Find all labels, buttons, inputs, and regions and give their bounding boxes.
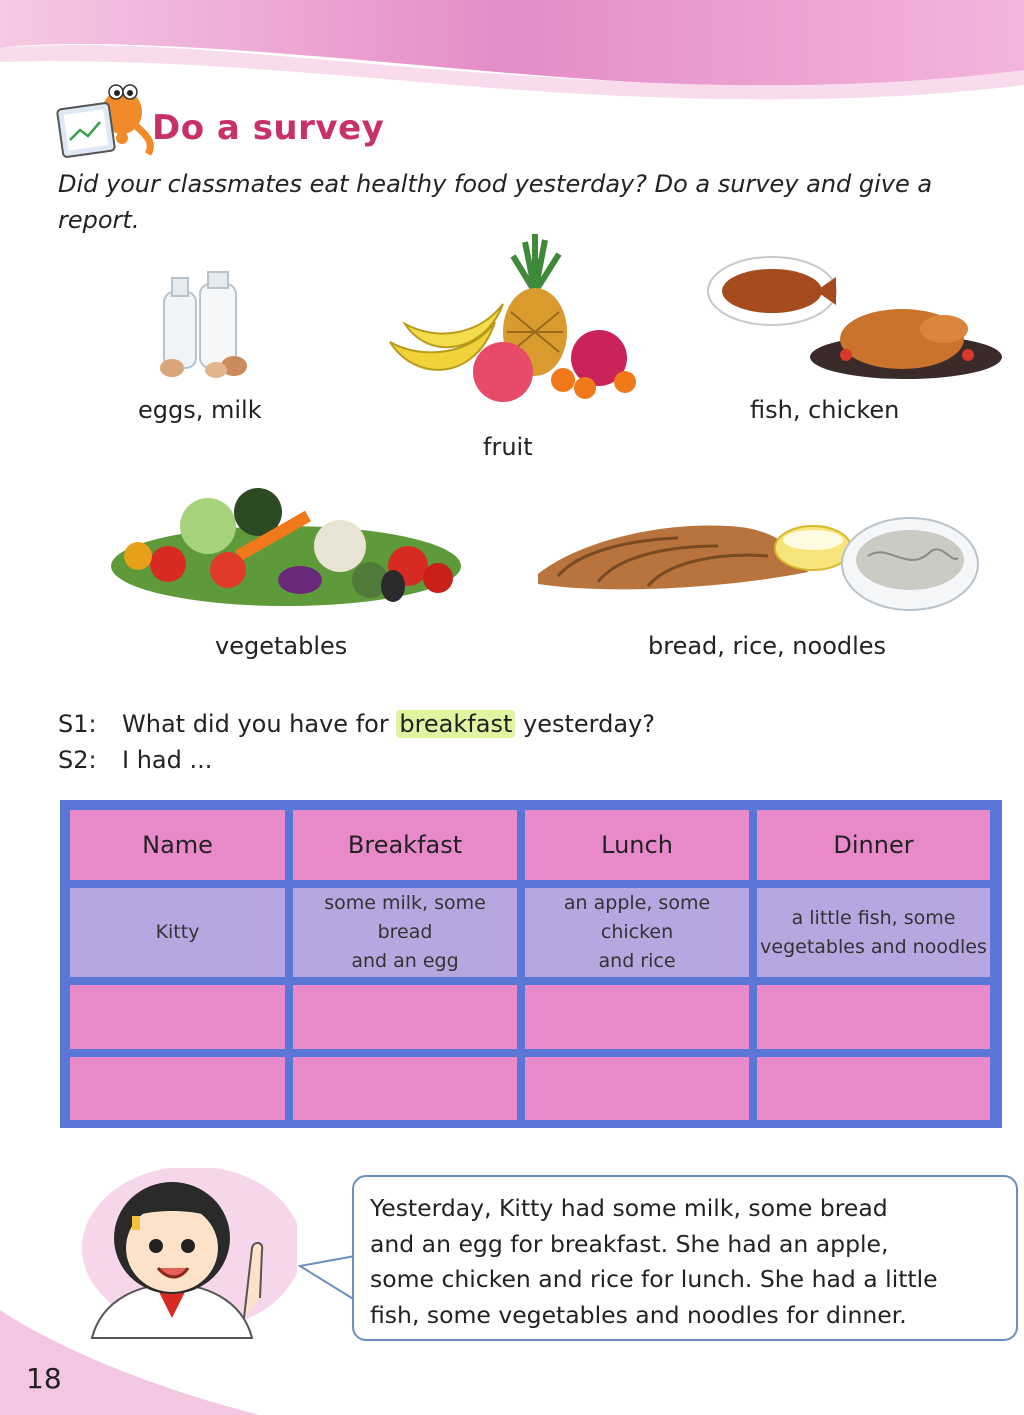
food-label-fruit: fruit xyxy=(483,433,533,461)
cell-lunch-line1: an apple, some chicken xyxy=(563,892,711,943)
report-line: Yesterday, Kitty had some milk, some bread xyxy=(370,1194,888,1222)
blank-cell[interactable] xyxy=(757,1057,990,1121)
cell-breakfast-line1: some milk, some bread xyxy=(324,892,486,943)
cell-dinner-line1: a little fish, some xyxy=(791,906,956,929)
cell-dinner xyxy=(757,888,990,977)
header-dinner: Dinner xyxy=(757,810,990,880)
report-line: and an egg for breakfast. She had an apple, xyxy=(370,1229,889,1258)
page-number: 18 xyxy=(26,1362,62,1395)
food-label-eggs-milk: eggs, milk xyxy=(138,396,262,424)
blank-cell[interactable] xyxy=(70,1057,285,1121)
header-breakfast: Breakfast xyxy=(293,810,517,880)
cell-lunch-line2: and rice xyxy=(598,950,676,972)
fish-chicken-picture xyxy=(706,255,1006,385)
food-label-vegetables: vegetables xyxy=(215,632,348,660)
section-title: Do a survey xyxy=(152,108,385,148)
blank-cell[interactable] xyxy=(525,1057,749,1121)
table-header-row xyxy=(70,810,990,880)
table-row xyxy=(70,888,990,977)
s2-answer: I had ... xyxy=(122,746,213,774)
blank-cell[interactable] xyxy=(293,1057,517,1121)
instruction-text: Did your classmates eat healthy food yesterday? Do a survey and give a report. xyxy=(58,170,933,234)
cell-name: Kitty xyxy=(70,888,285,977)
header-lunch: Lunch xyxy=(525,810,749,880)
table-row-blank xyxy=(70,985,990,1049)
dialogue-line-s2 xyxy=(58,746,212,774)
s1-question-start: What did you have for xyxy=(122,710,389,738)
blank-cell[interactable] xyxy=(70,985,285,1049)
report-text xyxy=(370,1191,1000,1333)
s1-question-end: yesterday? xyxy=(523,710,655,738)
report-line: fish, some vegetables and noodles for dinner. xyxy=(370,1300,907,1329)
girl-illustration xyxy=(72,1168,297,1340)
highlighted-word: breakfast xyxy=(396,710,515,738)
cell-lunch xyxy=(525,888,749,977)
speaker-s2: S2: xyxy=(58,746,97,774)
cell-breakfast-line2: and an egg xyxy=(351,950,459,972)
table-row-blank xyxy=(70,1057,990,1121)
eggs-milk-picture xyxy=(150,270,260,380)
dialogue-line-s1 xyxy=(58,710,655,738)
speaker-s1: S1: xyxy=(58,710,97,738)
food-label-bread-rice-noodles: bread, rice, noodles xyxy=(648,632,887,660)
report-speech-bubble xyxy=(352,1175,1018,1341)
blank-cell[interactable] xyxy=(293,985,517,1049)
survey-clipboard-icon xyxy=(56,78,156,160)
speech-bubble-tail xyxy=(298,1250,356,1310)
bread-rice-noodles-picture xyxy=(538,512,983,622)
cell-breakfast xyxy=(293,888,517,977)
survey-table xyxy=(60,800,1002,1128)
report-line: some chicken and rice for lunch. She had a little xyxy=(370,1265,938,1293)
blank-cell[interactable] xyxy=(757,985,990,1049)
blank-cell[interactable] xyxy=(525,985,749,1049)
vegetables-picture xyxy=(108,486,463,611)
fruit-picture xyxy=(385,232,655,407)
header-name: Name xyxy=(70,810,285,880)
food-label-fish-chicken: fish, chicken xyxy=(750,396,900,424)
cell-dinner-line2: vegetables and noodles xyxy=(760,935,987,958)
